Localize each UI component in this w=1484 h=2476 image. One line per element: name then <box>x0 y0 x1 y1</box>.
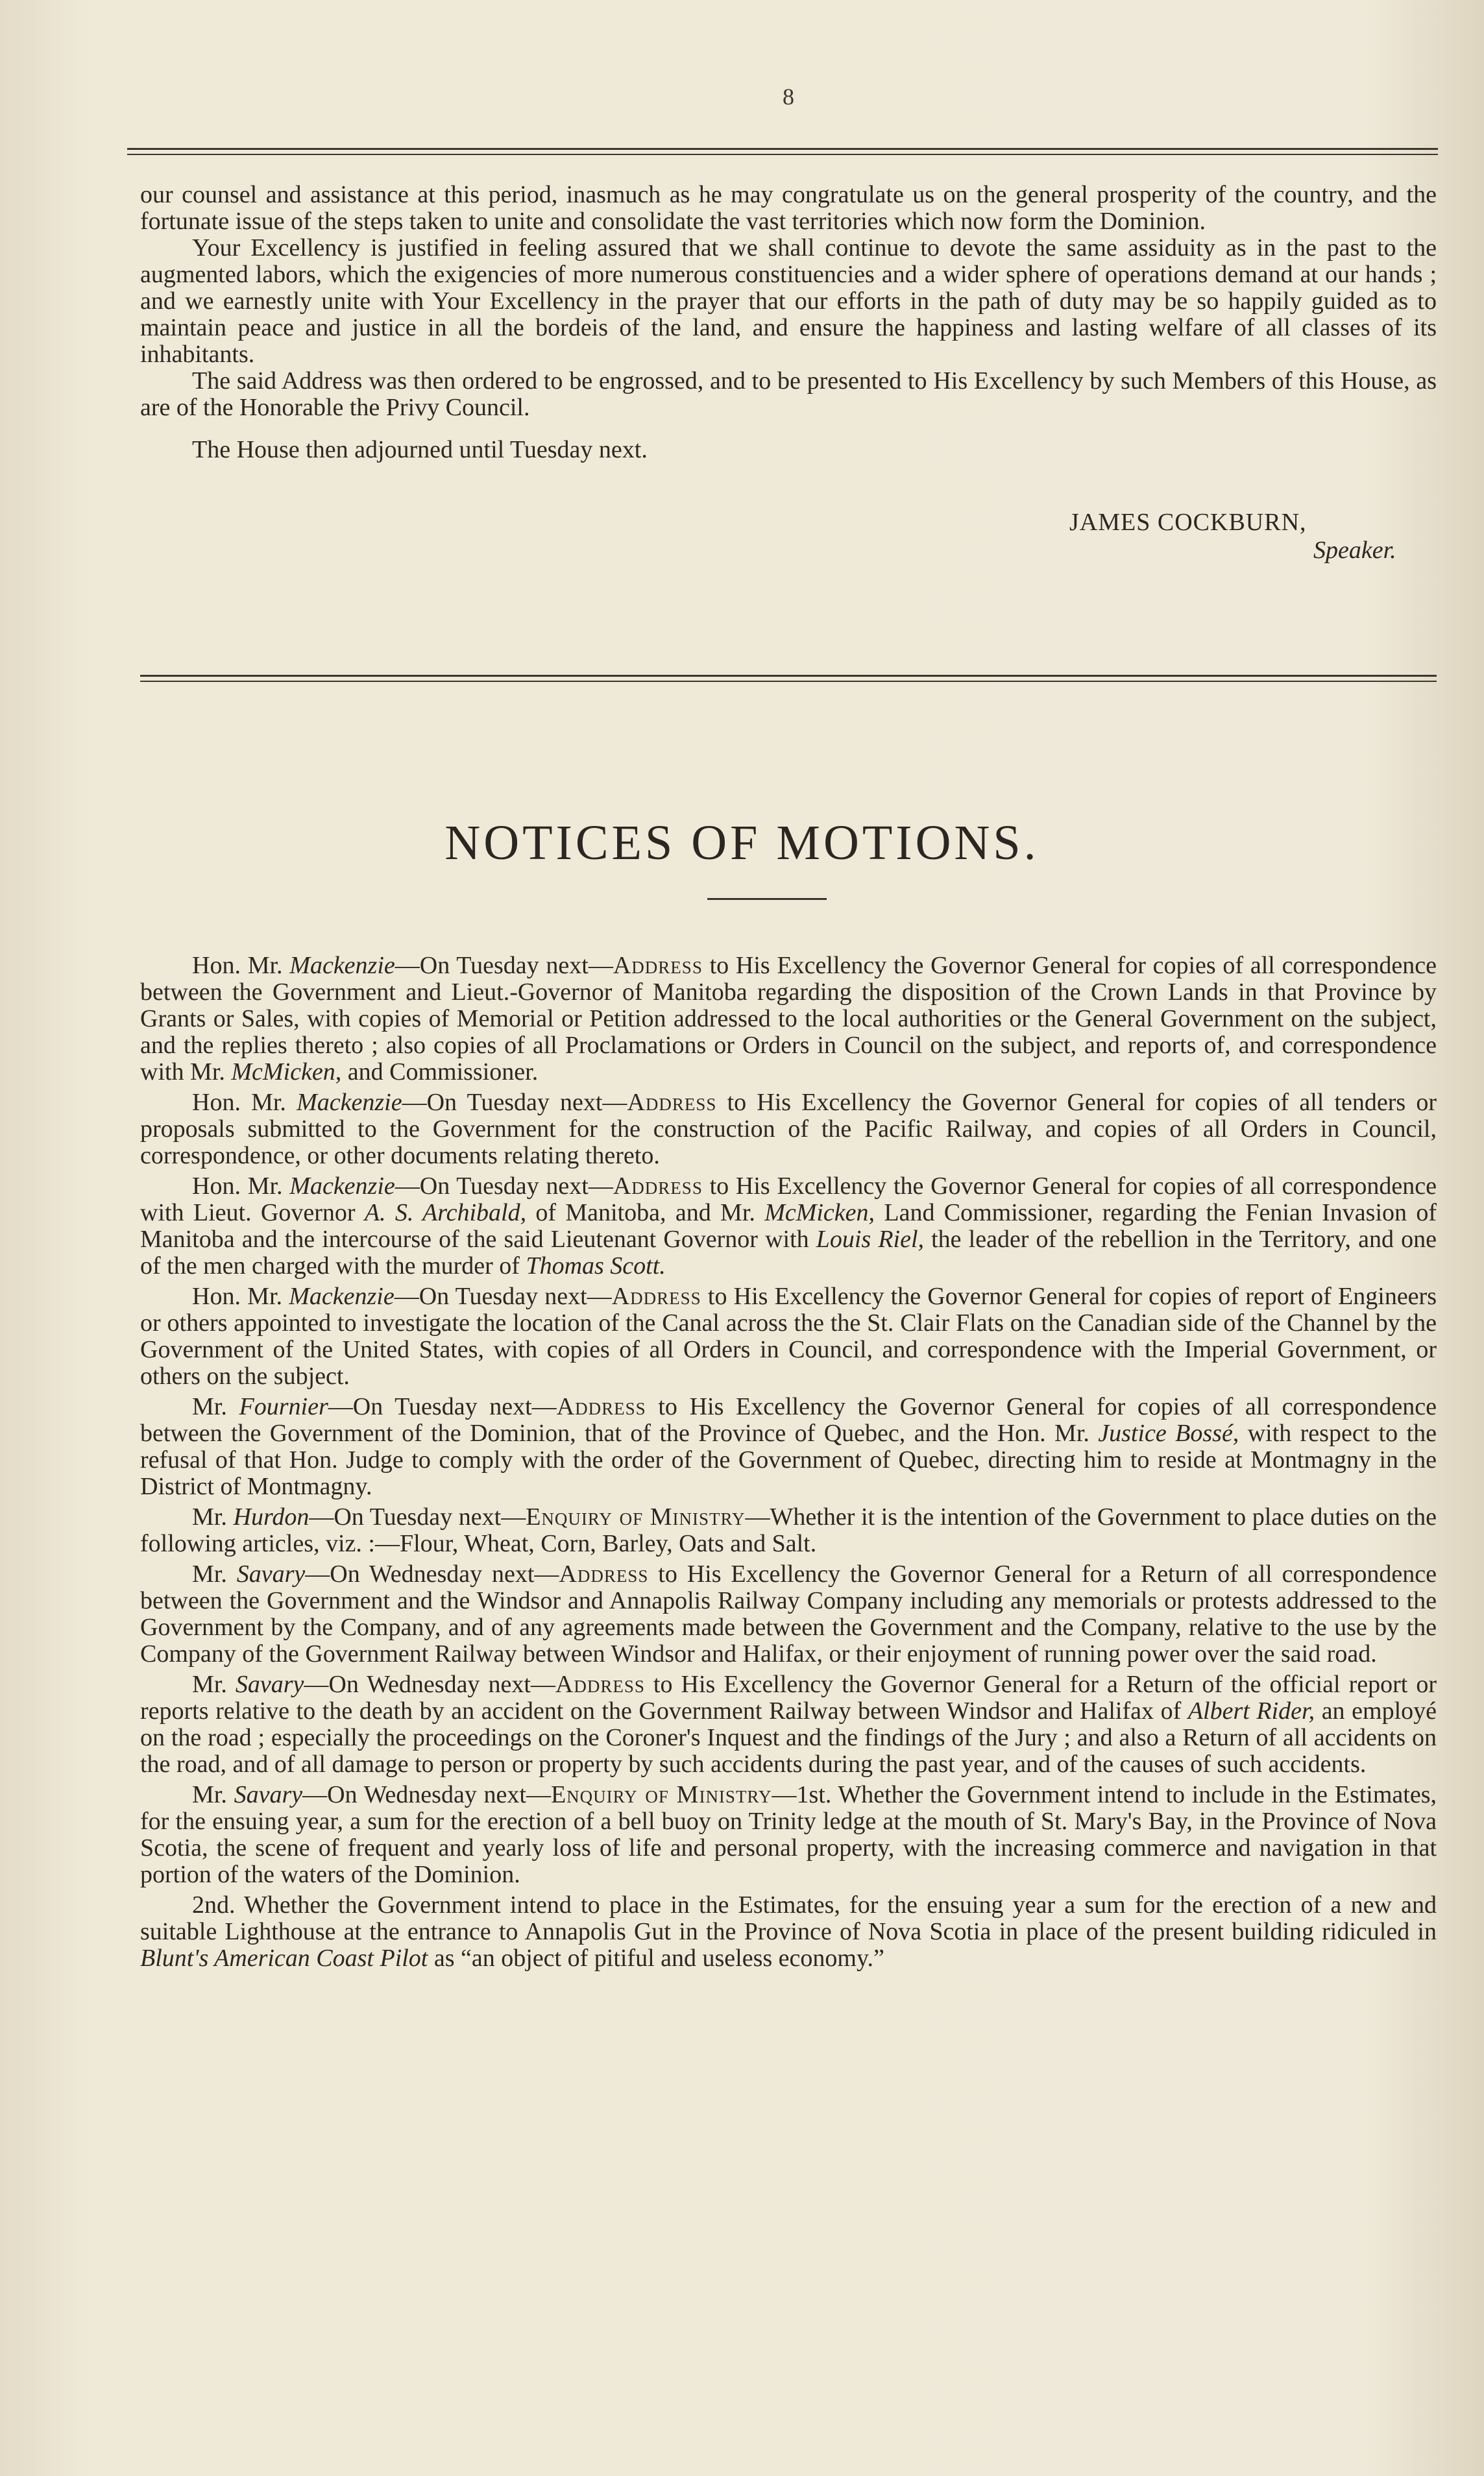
address-text <box>140 182 1437 463</box>
motion-entry <box>140 1782 1437 1888</box>
motion-text: to His Excellency the Governor General for a Return of all correspondence between the Government and the Windsor and Annapolis Railway Company including any memorials or protests addressed to the Government by the Company, and of any agreements made between the Government and the Company, relative to the use by the Company of the Government Railway between Windsor and Halifax, or their enjoyment of running power over the said road. <box>140 1560 1437 1668</box>
motion-text: to His Excellency the Governor General for copies of all tenders or proposals submitted to the Government for the construction of the Pacific Railway, and copies of all Orders in Council, correspondence, or other documents relating thereto. <box>140 1089 1437 1169</box>
motion-entry <box>140 1173 1437 1280</box>
motion-kind: Address <box>556 1393 646 1420</box>
motion-prefix: Mr. <box>192 1671 236 1698</box>
motion-text: Blunt's American Coast Pilot <box>140 1945 428 1972</box>
header-rule-bottom <box>127 154 1438 155</box>
motion-entry <box>140 1561 1437 1668</box>
section-rule-top <box>140 675 1437 677</box>
speaker-name: JAMES COCKBURN, <box>1069 509 1307 536</box>
motion-text: to His Excellency the Governor General for copies of all correspondence with Lieut. Governor <box>140 1172 1437 1226</box>
motion-kind: Address <box>555 1671 645 1698</box>
motion-kind: Enquiry of Ministry <box>550 1781 772 1808</box>
address-paragraph-1: our counsel and assistance at this period, inasmuch as he may congratulate us on the general prosperity of the country, and the fortunate issue of the steps taken to unite and consolidate the vast territories which now form the Dominion. <box>140 181 1437 235</box>
motion-text: to His Excellency the Governor General for copies of report of Engineers or others appointed to investigate the location of the Canal across the the St. Clair Flats on the Canadian side of the Channel by the Government of the United States, with copies of all Orders in Council, and correspondence with the Imperial Government, or others on the subject. <box>140 1283 1437 1390</box>
motion-entry <box>140 1671 1437 1778</box>
motion-text: McMicken, <box>764 1199 875 1226</box>
motion-prefix: Mr. <box>192 1781 234 1808</box>
motion-entry <box>140 1089 1437 1169</box>
motion-text: Thomas Scott. <box>526 1252 666 1280</box>
motion-kind: Address <box>627 1089 717 1116</box>
motion-entry <box>140 953 1437 1086</box>
speaker-title: Speaker. <box>1313 537 1396 564</box>
motion-when: —On Tuesday next— <box>309 1503 526 1531</box>
motion-text: 2nd. Whether the Government intend to place in the Estimates, for the ensuing year a sum for the erection of a new and suitable Lighthouse at the entrance to Annapolis Gut in the Province of Nova Scotia in place of the present building ridiculed in <box>140 1891 1437 1945</box>
motion-text: to His Excellency the Governor General for copies of all correspondence between the Government of the Dominion, that of the Province of Quebec, and the Hon. Mr. <box>140 1393 1437 1447</box>
motion-when: —On Tuesday next— <box>394 1283 612 1310</box>
address-paragraph-3: The said Address was then ordered to be engrossed, and to be presented to His Excellency by such Members of this House, as are of the Honorable the Privy Council. <box>140 367 1437 421</box>
motion-kind: Enquiry of Ministry <box>526 1503 746 1531</box>
motion-member: Mackenzie <box>289 1172 395 1200</box>
motion-member: Mackenzie <box>297 1089 402 1116</box>
motion-text: to His Excellency the Governor General for a Return of the official report or reports relative to the death by an accident on the Government Railway between Windsor and Halifax of <box>140 1671 1437 1725</box>
motion-member: Savary <box>235 1671 304 1698</box>
motion-member: Savary <box>234 1781 303 1808</box>
motion-kind: Address <box>613 1172 703 1200</box>
adjournment-note: The House then adjourned until Tuesday next. <box>192 436 648 463</box>
motion-entry <box>140 1892 1437 1972</box>
motion-text: —Whether it is the intention of the Government to place duties on the following articles, viz. :—Flour, Wheat, Corn, Barley, Oats and Salt. <box>140 1503 1437 1557</box>
motions-list <box>140 953 1437 1976</box>
motion-prefix: Mr. <box>192 1393 239 1420</box>
motion-text: and Commissioner. <box>341 1058 539 1086</box>
motion-text: of Manitoba, and Mr. <box>526 1199 765 1226</box>
motion-kind: Address <box>559 1560 649 1588</box>
motion-text: an employé on the road ; especially the proceedings on the Coroner's Inquest and the findings of the Jury ; and also a Return of all accidents on the road, and of all damage to person or property by such accidents during the past year, and of the causes of such accidents. <box>140 1697 1437 1778</box>
motion-prefix: Hon. Mr. <box>192 1172 290 1200</box>
motion-when: —On Wednesday next— <box>302 1781 551 1808</box>
motion-text: Land Commissioner, regarding the Fenian Invasion of Manitoba and the intercourse of the said Lieutenant Governor with <box>140 1199 1437 1253</box>
motion-when: —On Tuesday next— <box>328 1393 557 1420</box>
motion-when: —On Tuesday next— <box>395 1172 613 1200</box>
motion-member: Savary <box>236 1560 306 1588</box>
motion-entry <box>140 1504 1437 1557</box>
motion-when: —On Wednesday next— <box>304 1671 555 1698</box>
section-heading: NOTICES OF MOTIONS. <box>444 815 1040 870</box>
motion-member: Fournier <box>239 1393 328 1420</box>
motion-entry <box>140 1394 1437 1500</box>
heading-underline <box>707 898 827 900</box>
motion-when: —On Wednesday next— <box>305 1560 559 1588</box>
motion-prefix: Mr. <box>192 1503 234 1531</box>
motion-kind: Address <box>611 1283 701 1310</box>
motion-member: Mackenzie <box>289 952 395 979</box>
motion-prefix: Hon. Mr. <box>192 952 290 979</box>
page-number: 8 <box>783 84 794 110</box>
motion-when: —On Tuesday next— <box>402 1089 627 1116</box>
motion-prefix: Hon. Mr. <box>192 1283 289 1310</box>
header-rule-top <box>127 148 1438 150</box>
motion-text: Albert Rider, <box>1187 1697 1315 1725</box>
motion-prefix: Hon. Mr. <box>192 1089 297 1116</box>
motion-text: the leader of the rebellion in the Territory, and one of the men charged with the murder of <box>140 1226 1437 1280</box>
motion-text: to His Excellency the Governor General for copies of all correspondence between the Government and Lieut.-Governor of Manitoba regarding the disposition of the Crown Lands in that Province by Grants or Sales, with copies of Memorial or Petition addressed to the local authorities or the General Government on the subject, and the replies thereto ; also copies of all Proclamations or Orders in Council on the subject, and reports of, and correspondence with Mr. <box>140 952 1437 1086</box>
motion-text: Louis Riel, <box>816 1226 925 1253</box>
address-paragraph-2: Your Excellency is justified in feeling assured that we shall continue to devote the same assiduity as in the past to the augmented labors, which the exigencies of more numerous constituencies and a wider sphere of operations demand at our hands ; and we earnestly unite with Your Excellency in the prayer that our efforts in the path of duty may be so happily guided as to maintain peace and justice in all the bordeis of the land, and ensure the happiness and lasting welfare of all classes of its inhabitants. <box>140 234 1437 368</box>
motion-prefix: Mr. <box>192 1560 237 1588</box>
motion-text: McMicken, <box>231 1058 342 1086</box>
motion-text: —1st. Whether the Government intend to include in the Estimates, for the ensuing year, a sum for the erection of a bell buoy on Trinity ledge at the mouth of St. Mary's Bay, in the Province of Nova Scotia, the scene of frequent and yearly loss of life and personal property, with the increasing commerce and navigation in that portion of the waters of the Dominion. <box>140 1781 1437 1888</box>
motion-text: Justice Bossé, <box>1098 1420 1239 1447</box>
motion-text: A. S. Archibald, <box>364 1199 527 1226</box>
section-rule-bottom <box>140 681 1437 682</box>
motion-text: with respect to the refusal of that Hon. Judge to comply with the order of the Government of Quebec, directing him to reside at Montmagny in the District of Montmagny. <box>140 1420 1437 1500</box>
motion-entry <box>140 1283 1437 1390</box>
motion-kind: Address <box>613 952 703 979</box>
motion-text: as “an object of pitiful and useless economy.” <box>428 1945 884 1972</box>
motion-member: Mackenzie <box>289 1283 395 1310</box>
motion-member: Hurdon <box>233 1503 310 1531</box>
motion-when: —On Tuesday next— <box>395 952 613 979</box>
